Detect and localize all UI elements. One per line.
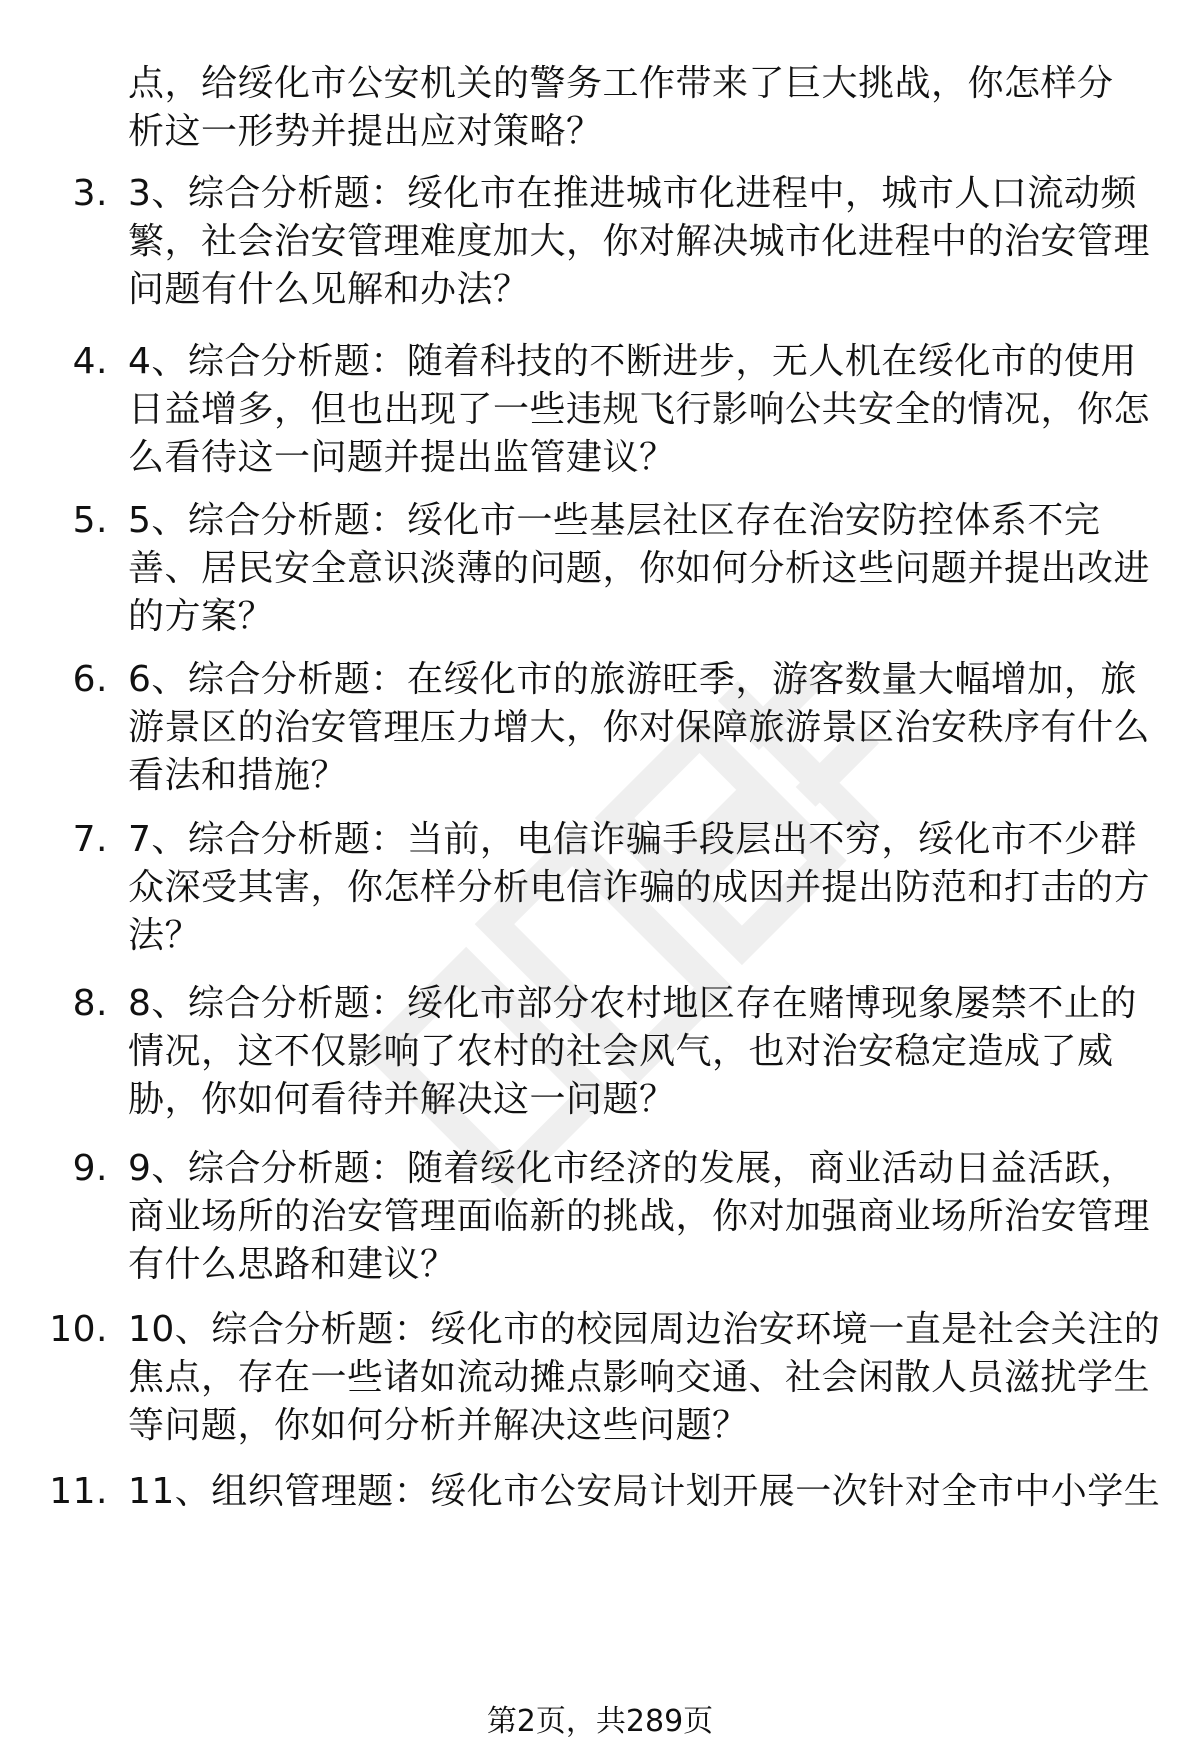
item-number: 5.: [72, 500, 108, 541]
question-text: 4、综合分析题：随着科技的不断进步，无人机在绥化市的使用日益增多，但也出现了一些违规飞行影响公共安全的情况，你怎么看待这一问题并提出监管建议？: [128, 341, 1151, 478]
question-text: 10、综合分析题：绥化市的校园周边治安环境一直是社会关注的焦点，存在一些诸如流动摊点影响交通、社会闲散人员滋扰学生等问题，你如何分析并解决这些问题？: [128, 1309, 1161, 1446]
continued-question-text: 点，给绥化市公安机关的警务工作带来了巨大挑战，你怎样分析这一形势并提出应对策略？: [128, 63, 1114, 152]
question-text: 11、组织管理题：绥化市公安局计划开展一次针对全市中小学生: [128, 1471, 1161, 1512]
item-number: 9.: [72, 1148, 108, 1189]
item-number: 8.: [72, 983, 108, 1024]
item-number: 4.: [72, 341, 108, 382]
question-text: 7、综合分析题：当前，电信诈骗手段层出不穷，绥化市不少群众深受其害，你怎样分析电信诈骗的成因并提出防范和打击的方法？: [128, 819, 1151, 956]
item-number: 11.: [49, 1471, 108, 1512]
item-number: 7.: [72, 819, 108, 860]
question-text: 8、综合分析题：绥化市部分农村地区存在赌博现象屡禁不止的情况，这不仅影响了农村的社会风气，也对治安稳定造成了威胁，你如何看待并解决这一问题？: [128, 983, 1137, 1120]
question-text: 5、综合分析题：绥化市一些基层社区存在治安防控体系不完善、居民安全意识淡薄的问题，你如何分析这些问题并提出改进的方案？: [128, 500, 1151, 637]
page-footer: 第2页，共289页: [486, 1704, 714, 1739]
item-number: 3.: [72, 173, 108, 214]
question-text: 9、综合分析题：随着绥化市经济的发展，商业活动日益活跃，商业场所的治安管理面临新的挑战，你对加强商业场所治安管理有什么思路和建议？: [128, 1148, 1151, 1285]
question-text: 6、综合分析题：在绥化市的旅游旺季，游客数量大幅增加，旅游景区的治安管理压力增大，你对保障旅游景区治安秩序有什么看法和措施？: [128, 659, 1151, 796]
item-number: 6.: [72, 659, 108, 700]
item-number: 10.: [49, 1309, 108, 1350]
question-text: 3、综合分析题：绥化市在推进城市化进程中，城市人口流动频繁，社会治安管理难度加大，你对解决城市化进程中的治安管理问题有什么见解和办法？: [128, 173, 1151, 310]
